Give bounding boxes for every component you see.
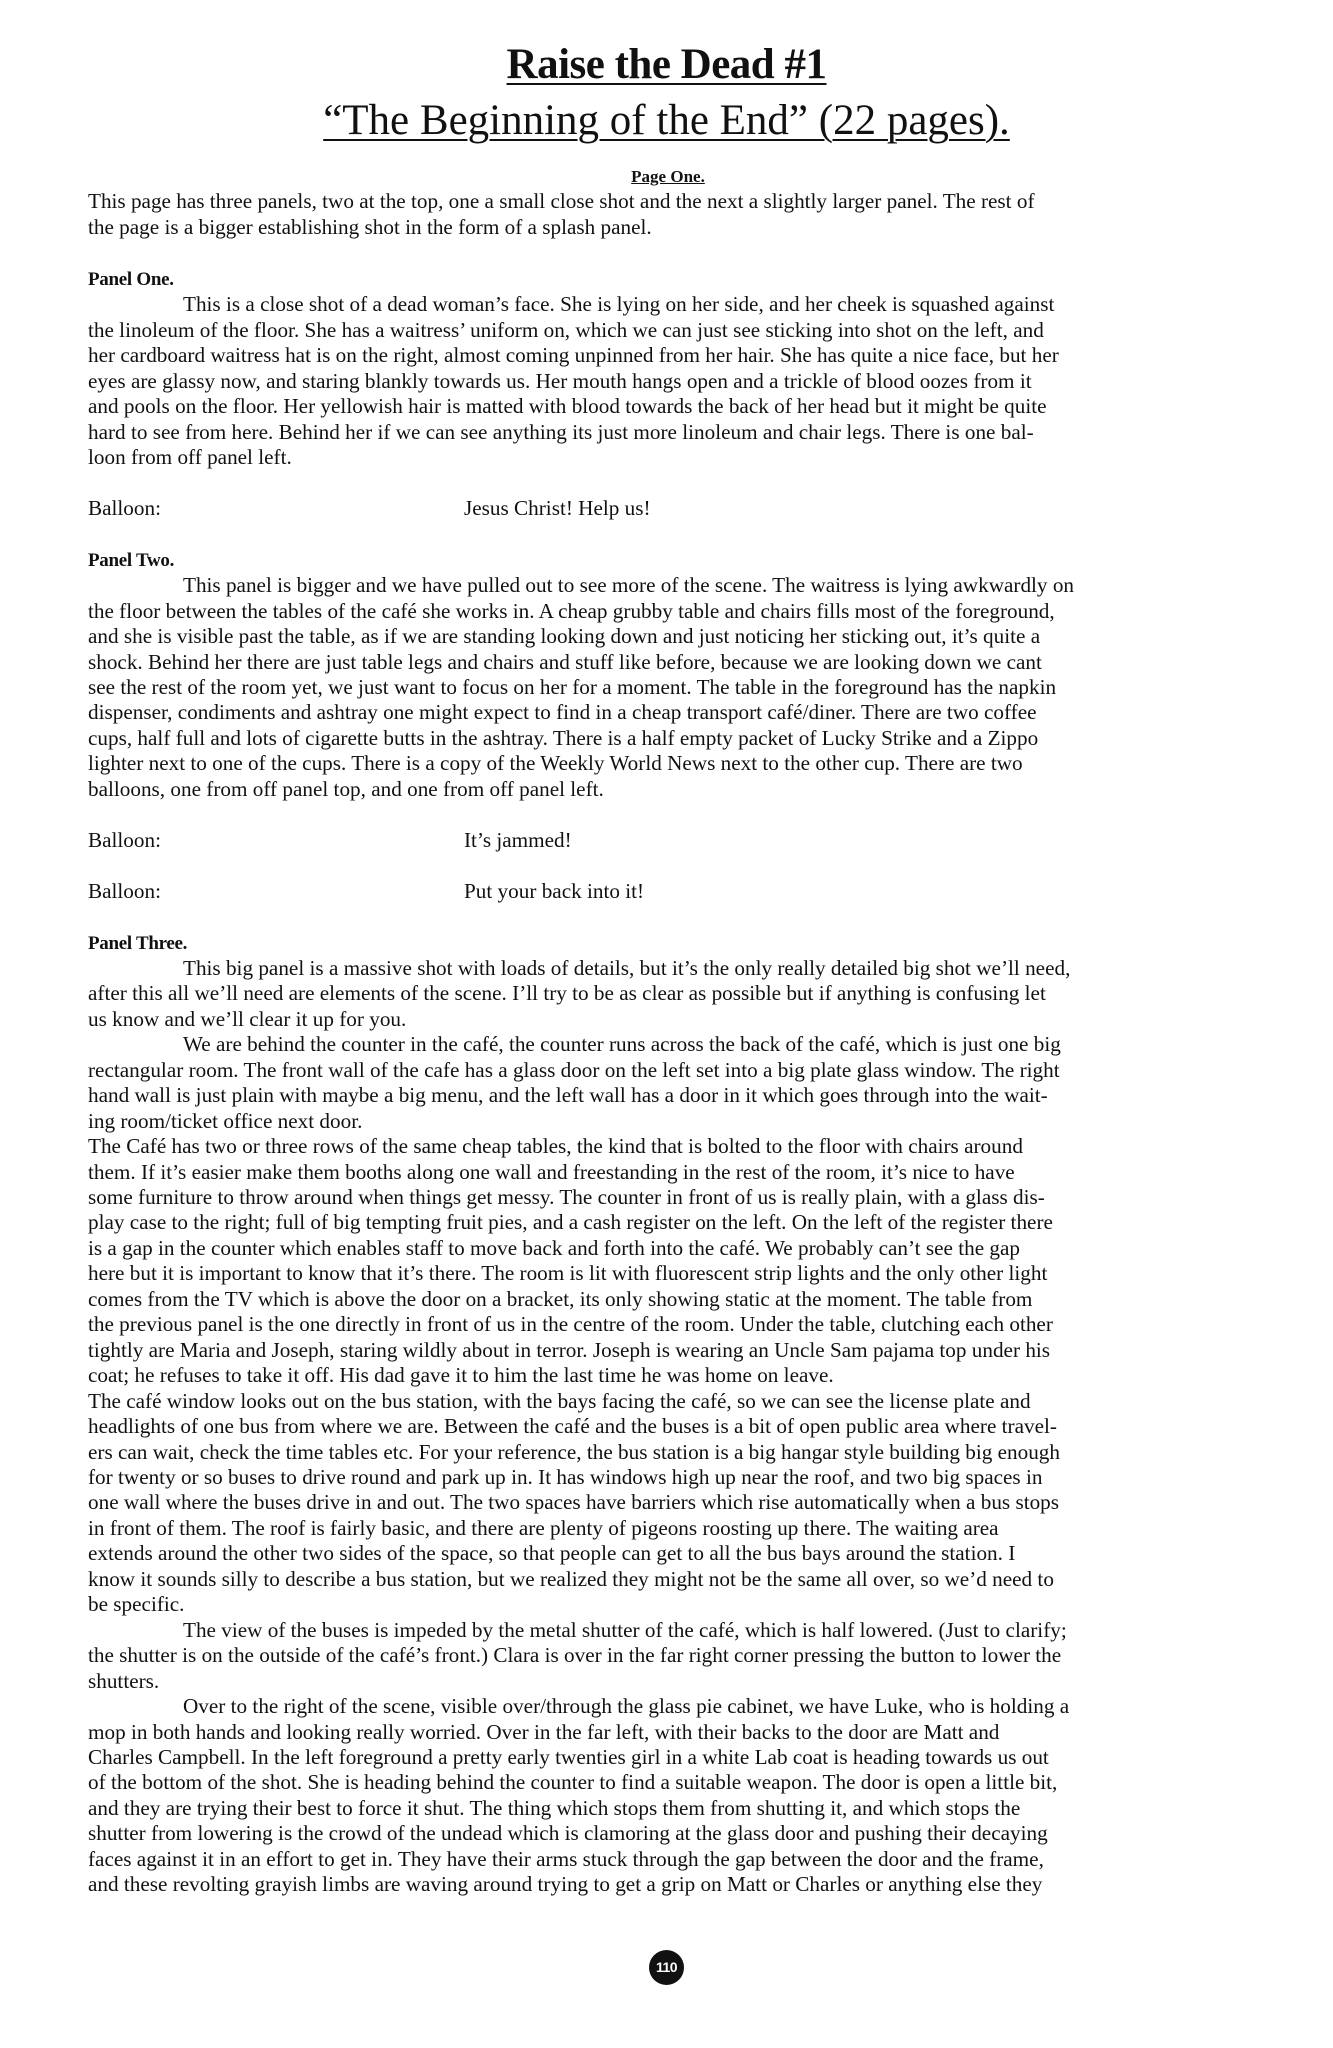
balloon-line: [88, 496, 1248, 521]
panel-three-line: extends around the other two sides of the space, so that people can get to all the bus bays around the station. I: [88, 1541, 1016, 1566]
script-body: [88, 163, 1248, 1898]
balloon-label: Balloon:: [88, 878, 161, 903]
panel-three-line: tightly are Maria and Joseph, staring wildly about in terror. Joseph is wearing an Uncle Sam pajama top under his: [88, 1337, 1051, 1362]
panel-three-line: faces against it in an effort to get in. They have their arms stuck through the gap between the door and the frame,: [88, 1846, 1044, 1871]
panel-two-heading: Panel Two.: [88, 549, 175, 571]
balloon-text: It’s jammed!: [464, 827, 572, 852]
panel-three-line: after this all we’ll need are elements of the scene. I’ll try to be as clear as possible but if anything is confusing let: [88, 981, 1046, 1006]
panel-two-line: lighter next to one of the cups. There is a copy of the Weekly World News next to the other cup. There are two: [88, 751, 1023, 776]
panel-one-line: eyes are glassy now, and staring blankly towards us. Her mouth hangs open and a trickle of blood oozes from it: [88, 368, 1032, 393]
panel-one-line: hard to see from here. Behind her if we can see anything its just more linoleum and chair legs. There is one bal-: [88, 419, 1034, 444]
panel-two-line: the floor between the tables of the café she works in. A cheap grubby table and chairs fills most of the foreground,: [88, 598, 1055, 623]
panel-two-line: see the rest of the room yet, we just want to focus on her for a moment. The table in the foreground has the napkin: [88, 675, 1057, 700]
panel-two-line: This panel is bigger and we have pulled out to see more of the scene. The waitress is lying awkwardly on: [183, 573, 1075, 598]
panel-three-line: in front of them. The roof is fairly basic, and there are plenty of pigeons roosting up there. The waiting area: [88, 1515, 999, 1540]
panel-three-line: them. If it’s easier make them booths along one wall and freestanding in the rest of the room, it’s nice to have: [88, 1159, 1015, 1184]
panel-three-line: comes from the TV which is above the door on a bracket, its only showing static at the moment. The table from: [88, 1286, 1033, 1311]
panel-three-line: rectangular room. The front wall of the cafe has a glass door on the left set into a big plate glass window. The right: [88, 1057, 1060, 1082]
panel-three-line: here but it is important to know that it’s there. The room is lit with fluorescent strip lights and the only other light: [88, 1261, 1048, 1286]
panel-three-line: The café window looks out on the bus station, with the bays facing the café, so we can see the license plate and: [88, 1388, 1031, 1413]
panel-three-line: shutters.: [88, 1668, 160, 1693]
balloon-text: Jesus Christ! Help us!: [464, 495, 651, 520]
issue-subtitle: “The Beginning of the End” (22 pages).: [323, 97, 1010, 144]
panel-two-line: and she is visible past the table, as if we are standing looking down and just noticing her sticking out, it’s quite a: [88, 624, 1041, 649]
page-number-badge: 110: [649, 1950, 684, 1985]
panel-three-line: ing room/ticket office next door.: [88, 1108, 363, 1133]
panel-three-line: Over to the right of the scene, visible over/through the glass pie cabinet, we have Luke, who is holding a: [183, 1694, 1070, 1719]
panel-one-heading: Panel One.: [88, 268, 174, 290]
panel-three-line: the shutter is on the outside of the café’s front.) Clara is over in the far right corner pressing the button to lower the: [88, 1643, 1062, 1668]
panel-three-line: one wall where the buses drive in and out. The two spaces have barriers which rise automatically when a bus stops: [88, 1490, 1060, 1515]
panel-one-line: the linoleum of the floor. She has a waitress’ uniform on, which we can just see sticking into shot on the left, and: [88, 317, 1044, 342]
panel-three-line: coat; he refuses to take it off. His dad gave it to him the last time he was home on leave.: [88, 1363, 834, 1388]
panel-two-line: dispenser, condiments and ashtray one might expect to find in a cheap transport café/diner. There are two coffee: [88, 700, 1037, 725]
balloon-label: Balloon:: [88, 495, 161, 520]
panel-two-line: shock. Behind her there are just table legs and chairs and stuff like before, because we are looking down we cant: [88, 649, 1042, 674]
panel-three-line: The Café has two or three rows of the same cheap tables, the kind that is bolted to the floor with chairs around: [88, 1134, 1023, 1159]
panel-two-line: cups, half full and lots of cigarette butts in the ashtray. There is a half empty packet of Lucky Strike and a Zippo: [88, 725, 1039, 750]
panel-three-line: some furniture to throw around when things get messy. The counter in front of us is really plain, with a glass dis-: [88, 1185, 1045, 1210]
panel-three-line: ers can wait, check the time tables etc. For your reference, the bus station is a big hangar style building big enough: [88, 1439, 1060, 1464]
panel-three-line: shutter from lowering is the crowd of the undead which is clamoring at the glass door and pushing their decaying: [88, 1821, 1048, 1846]
panel-three-line: and they are trying their best to force it shut. The thing which stops them from shutting it, and which stops the: [88, 1795, 1021, 1820]
panel-three-line: headlights of one bus from where we are. Between the café and the buses is a bit of open public area where travel-: [88, 1414, 1057, 1439]
panel-one-line: loon from off panel left.: [88, 444, 292, 469]
panel-three-line: mop in both hands and looking really worried. Over in the far left, with their backs to the door are Matt and: [88, 1719, 1000, 1744]
panel-three-line: This big panel is a massive shot with loads of details, but it’s the only really detailed big shot we’ll need,: [183, 955, 1071, 980]
panel-three-line: play case to the right; full of big tempting fruit pies, and a cash register on the left. On the left of the register there: [88, 1210, 1053, 1235]
panel-three-line: and these revolting grayish limbs are waving around trying to get a grip on Matt or Charles or anything else they: [88, 1872, 1043, 1897]
balloon-line: [88, 828, 1248, 853]
panel-three-line: Charles Campbell. In the left foreground a pretty early twenties girl in a white Lab coat is heading towards us out: [88, 1745, 1049, 1769]
panel-two-line: balloons, one from off panel top, and one from off panel left.: [88, 776, 604, 801]
panel-three-line: be specific.: [88, 1592, 185, 1617]
panel-three-line: hand wall is just plain with maybe a big menu, and the left wall has a door in it which goes through into the wait-: [88, 1083, 1048, 1108]
panel-three-line: We are behind the counter in the café, the counter runs across the back of the café, which is just one big: [183, 1032, 1061, 1057]
balloon-text: Put your back into it!: [464, 878, 645, 903]
page-heading: Page One.: [631, 167, 705, 186]
intro-line: This page has three panels, two at the top, one a small close shot and the next a slightly larger panel. The rest of: [88, 189, 1035, 214]
panel-three-line: know it sounds silly to describe a bus station, but we realized they might not be the same all over, so we’d need to: [88, 1566, 1054, 1591]
comic-title: Raise the Dead #1: [506, 41, 827, 88]
panel-three-line: is a gap in the counter which enables staff to move back and forth into the café. We probably can’t see the gap: [88, 1235, 1020, 1260]
intro-line: the page is a bigger establishing shot in the form of a splash panel.: [88, 214, 652, 239]
panel-three-line: the previous panel is the one directly in front of us in the centre of the room. Under the table, clutching each other: [88, 1312, 1053, 1337]
panel-three-line: us know and we’ll clear it up for you.: [88, 1006, 407, 1031]
balloon-label: Balloon:: [88, 827, 161, 852]
panel-three-line: for twenty or so buses to drive round and park up in. It has windows high up near the roof, and two big spaces in: [88, 1465, 1043, 1490]
panel-one-line: and pools on the floor. Her yellowish hair is matted with blood towards the back of her head but it might be quite: [88, 394, 1047, 419]
panel-three-line: of the bottom of the shot. She is heading behind the counter to find a suitable weapon. The door is open a little bit,: [88, 1770, 1058, 1795]
panel-one-line: This is a close shot of a dead woman’s face. She is lying on her side, and her cheek is squashed against: [183, 292, 1055, 317]
panel-three-heading: Panel Three.: [88, 932, 188, 954]
balloon-line: [88, 879, 1248, 904]
panel-three-line: The view of the buses is impeded by the metal shutter of the café, which is half lowered. (Just to clarify;: [183, 1617, 1067, 1642]
panel-one-line: her cardboard waitress hat is on the right, almost coming unpinned from her hair. She has quite a nice face, but her: [88, 343, 1059, 368]
